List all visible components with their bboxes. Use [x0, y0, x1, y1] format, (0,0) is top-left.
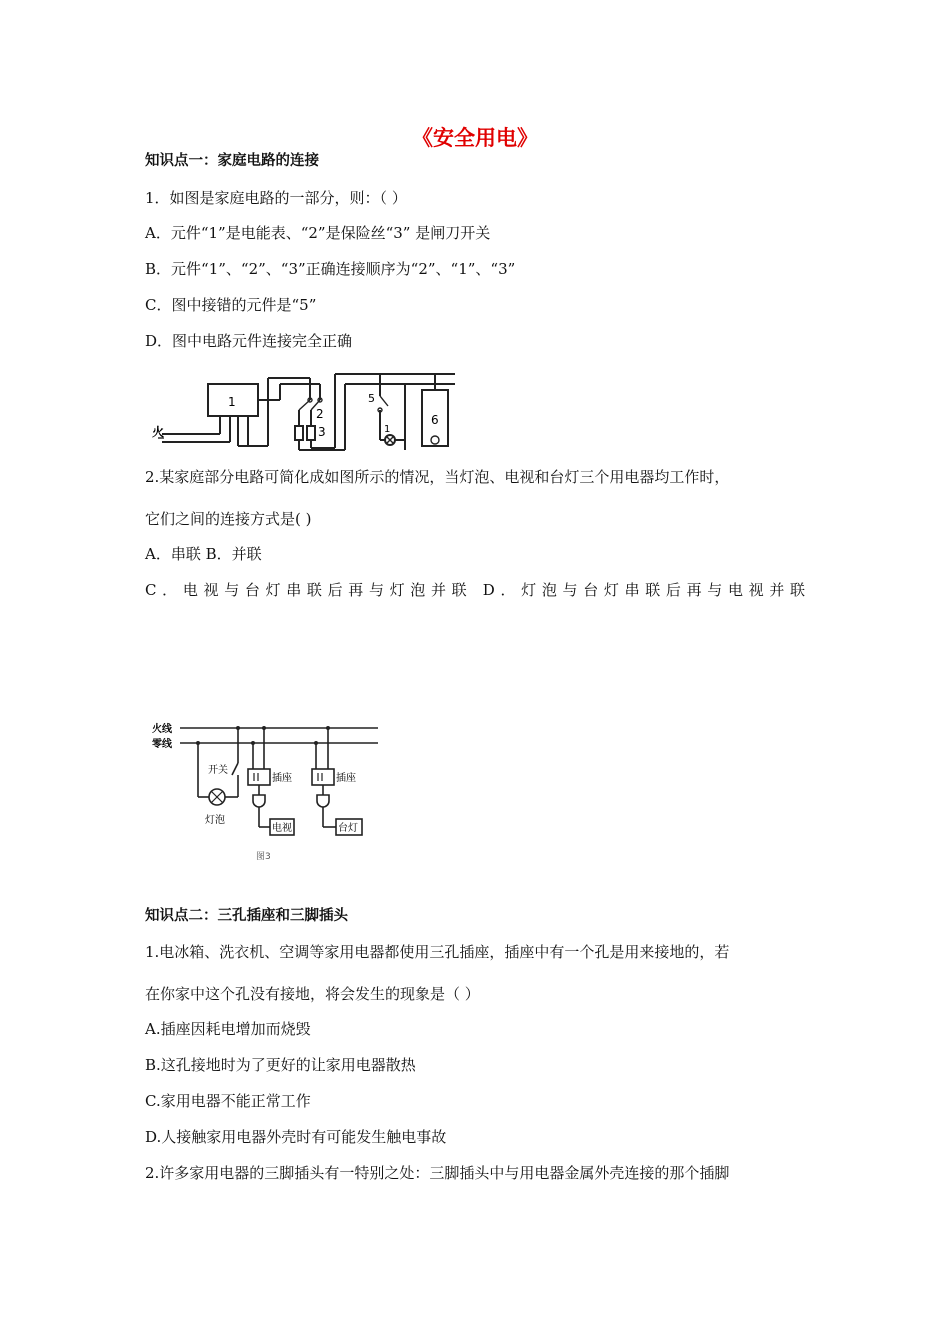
circuit-figure-2: [150, 715, 380, 865]
s2-q1-stem-line2: 在你家中这个孔没有接地，将会发生的现象是（ ）: [145, 985, 480, 1003]
label-lamp: 台灯: [338, 823, 358, 834]
figure-caption: 图3: [256, 852, 271, 862]
s2-q2-stem-line1: 2.许多家用电器的三脚插头有一特别之处：三脚插头中与用电器金属外壳连接的那个插脚: [145, 1164, 730, 1182]
section-heading-2: 知识点二：三孔插座和三脚插头: [145, 908, 348, 924]
q2-stem-line1: 2.某家庭部分电路可简化成如图所示的情况，当灯泡、电视和台灯三个用电器均工作时，: [145, 468, 730, 486]
label-2: 2: [316, 407, 324, 421]
section-heading-1: 知识点一：家庭电路的连接: [145, 153, 319, 169]
q2-option-ab: A．串联 B．并联: [145, 545, 262, 563]
q2-option-cd: C．电视与台灯串联后再与灯泡并联 D．灯泡与台灯串联后再与电视并联: [145, 581, 805, 599]
label-1b: 1: [384, 424, 391, 435]
q1-stem: 1．如图是家庭电路的一部分，则：（ ）: [145, 189, 407, 207]
fuse-left: [295, 426, 303, 440]
circuit-figure-1: [150, 370, 462, 452]
q1-option-c: C．图中接错的元件是“5”: [145, 296, 317, 314]
label-1: 1: [228, 395, 236, 409]
label-socket-2: 插座: [336, 773, 356, 784]
label-neutral-wire: 零线: [152, 739, 172, 750]
label-live-wire: 火线: [152, 724, 172, 735]
label-socket-1: 插座: [272, 773, 292, 784]
label-switch: 开关: [208, 765, 228, 776]
label-3: 3: [318, 425, 326, 439]
s2-q1-option-a: A.插座因耗电增加而烧毁: [145, 1020, 311, 1038]
q1-option-b: B．元件“1”、“2”、“3”正确连接顺序为“2”、“1”、“3”: [145, 260, 516, 278]
s2-q1-option-b: B.这孔接地时为了更好的让家用电器散热: [145, 1056, 416, 1074]
s2-q1-stem-line1: 1.电冰箱、洗衣机、空调等家用电器都使用三孔插座，插座中有一个孔是用来接地的，若: [145, 943, 730, 961]
fuse-right: [307, 426, 315, 440]
socket-1: [248, 769, 270, 785]
s2-q1-option-c: C.家用电器不能正常工作: [145, 1092, 311, 1110]
label-5: 5: [368, 392, 375, 405]
s2-q1-option-d: D.人接触家用电器外壳时有可能发生触电事故: [145, 1128, 447, 1146]
document-title: 《安全用电》: [412, 125, 538, 150]
label-live: 火: [152, 425, 165, 439]
label-bulb: 灯泡: [205, 815, 225, 826]
socket-2: [312, 769, 334, 785]
q1-option-d: D．图中电路元件连接完全正确: [145, 332, 353, 350]
q2-stem-line2: 它们之间的连接方式是( ): [145, 510, 312, 528]
label-6: 6: [431, 413, 439, 427]
label-tv: 电视: [272, 823, 292, 834]
q1-option-a: A．元件“1”是电能表、“2”是保险丝“3” 是闸刀开关: [145, 224, 491, 242]
